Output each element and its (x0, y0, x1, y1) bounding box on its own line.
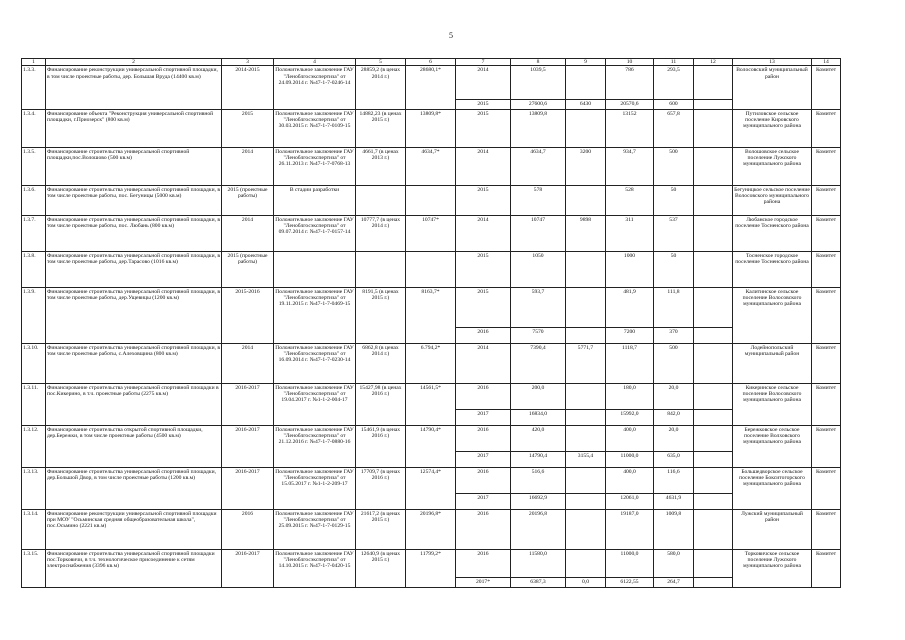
sub-regional: 400,0 (606, 425, 654, 451)
sub-year: 2016 (456, 509, 511, 549)
item-expertise (274, 251, 356, 287)
sub-regional: 481,9 (606, 287, 654, 327)
sub-regional: 1118,7 (606, 343, 654, 383)
item-cost-estimate: 28859,2 (в ценах 2014 г.) (356, 66, 406, 109)
item-recipient: Калитинское сельское поселение Волосовского муниципального района (733, 287, 812, 343)
sub-federal: 3155,4 (566, 451, 606, 467)
item-description: Финансирование строительства универсальной спортивной площадки, в том числе проектные работы, с.Алеховщина (800 кв.м) (46, 343, 222, 383)
sub-other (694, 185, 733, 215)
item-recipient: Лодейнопольский муниципальный район (733, 343, 812, 383)
header-cell: 5 (356, 59, 406, 66)
item-committee: Комитет (812, 147, 841, 185)
item-number: 1.3.4. (22, 109, 46, 147)
sub-municipal: 50 (654, 185, 694, 215)
sub-other (694, 215, 733, 251)
item-number: 1.3.6. (22, 185, 46, 215)
header-cell: 13 (733, 59, 812, 66)
item-cost-current (406, 251, 456, 287)
item-description: Финансирование реконструкции универсальной спортивной площадки, в том числе проектные работы, дер. Большая Вруда (14400 кв.м) (46, 66, 222, 109)
sub-total: 20196,8 (511, 509, 566, 549)
item-period: 2015 (проектные работы) (222, 185, 274, 215)
sub-municipal: 293,5 (654, 66, 694, 100)
sub-total: 13809,8 (511, 109, 566, 147)
sub-regional: 786 (606, 66, 654, 100)
item-description: Финансирование строительства универсальной спортивной площадки пос.Торковичи, в т.ч. технологическое присоединение к сетям электроснабжения (3396 кв.м) (46, 549, 222, 587)
sub-total: 6387,3 (511, 577, 566, 587)
item-committee: Комитет (812, 66, 841, 109)
item-cost-estimate: 15461,9 (в ценах 2016 г.) (356, 425, 406, 467)
item-cost-current: 13809,8* (406, 109, 456, 147)
sub-municipal: 657,8 (654, 109, 694, 147)
item-number: 1.3.14. (22, 509, 46, 549)
item-expertise: Положительное заключение ГАУ "Леноблгосэкспертиза" от 14.10.2015 г. №47-1-7-0420-15 (274, 549, 356, 587)
sub-federal (566, 327, 606, 343)
item-committee: Комитет (812, 185, 841, 215)
item-cost-current: 14561,5* (406, 383, 456, 425)
table-row (22, 215, 841, 251)
sub-year: 2017 (456, 451, 511, 467)
item-description: Финансирование строительства универсальной спортивной площадки, в том числе проектные работы, пос. Любань (800 кв.м) (46, 215, 222, 251)
sub-federal (566, 109, 606, 147)
header-row (22, 59, 841, 66)
item-cost-current: 10747* (406, 215, 456, 251)
sub-federal (566, 409, 606, 425)
sub-year: 2017 (456, 409, 511, 425)
item-committee: Комитет (812, 251, 841, 287)
sub-regional: 400,0 (606, 467, 654, 493)
sub-regional: 311 (606, 215, 654, 251)
sub-total: 1050 (511, 251, 566, 287)
item-description: Финансирование строительства универсальной спортивной площадки в пос.Кикерино, в т.ч. проектные работы (2275 кв.м) (46, 383, 222, 425)
item-recipient: Волошовское сельское поселение Лужского муниципального района (733, 147, 812, 185)
sub-year: 2016 (456, 383, 511, 409)
sub-federal (566, 66, 606, 100)
item-expertise: Положительное заключение ГАУ "Леноблгосэкспертиза" от 24.09.2014 г. №47-1-7-0246-14 (274, 66, 356, 109)
item-recipient: Большедворское сельское поселение Бокситогорского муниципального района (733, 467, 812, 509)
program-table (21, 58, 841, 588)
item-cost-current: 11799,2* (406, 549, 456, 587)
item-recipient: Волосовский муниципальный район (733, 66, 812, 109)
sub-municipal: 580,0 (654, 549, 694, 577)
item-cost-current: 20196,8* (406, 509, 456, 549)
sub-total: 7390,4 (511, 343, 566, 383)
sub-other (694, 383, 733, 409)
table-row (22, 467, 841, 493)
item-cost-estimate: 4661,7 (в ценах 2013 г.) (356, 147, 406, 185)
item-number: 1.3.8. (22, 251, 46, 287)
sub-federal: 0,0 (566, 577, 606, 587)
item-period: 2015 (проектные работы) (222, 251, 274, 287)
sub-year: 2015 (456, 287, 511, 327)
item-recipient: Путиловское сельское поселение Кировского муниципального района (733, 109, 812, 147)
item-period: 2014 (222, 215, 274, 251)
item-period: 2016-2017 (222, 549, 274, 587)
sub-federal (566, 251, 606, 287)
item-committee: Комитет (812, 343, 841, 383)
sub-municipal: 500 (654, 147, 694, 185)
item-number: 1.3.11. (22, 383, 46, 425)
item-description: Финансирование строительства универсальной спортивной площадки, в том числе проектные работы, дер.Ущевицы (1200 кв.м) (46, 287, 222, 343)
sub-regional: 180,0 (606, 383, 654, 409)
sub-other (694, 343, 733, 383)
sub-other (694, 109, 733, 147)
item-description: Финансирование строительства универсальной спортивной площадки, в том числе проектные работы, дер.Тарасово (1016 кв.м) (46, 251, 222, 287)
sub-year: 2016 (456, 327, 511, 343)
item-recipient: Торковичское сельское поселение Лужского муниципального района (733, 549, 812, 587)
sub-total: 200,0 (511, 383, 566, 409)
item-cost-current: 6.794,2* (406, 343, 456, 383)
item-committee: Комитет (812, 467, 841, 509)
header-cell: 2 (46, 59, 222, 66)
item-cost-estimate: 17709,7 (в ценах 2016 г.) (356, 467, 406, 509)
item-expertise: Положительное заключение ГАУ "Леноблгосэкспертиза" от 21.12.2016 г. №47-1-7-0880-16 (274, 425, 356, 467)
sub-municipal: 842,0 (654, 409, 694, 425)
item-description: Финансирование строительства универсальной спортивной площадки,пос.Волошово (500 кв.м) (46, 147, 222, 185)
item-period: 2015-2016 (222, 287, 274, 343)
header-cell: 8 (511, 59, 566, 66)
item-cost-estimate: 6862,8 (в ценах 2014 г.) (356, 343, 406, 383)
item-recipient: Бегуницкое сельское поселение Волосовского муниципального района (733, 185, 812, 215)
sub-regional: 11000,0 (606, 451, 654, 467)
header-cell: 12 (694, 59, 733, 66)
sub-regional: 1000 (606, 251, 654, 287)
item-period: 2015 (222, 109, 274, 147)
item-cost-estimate (356, 185, 406, 215)
table-row (22, 287, 841, 327)
item-expertise: Положительное заключение ГАУ "Леноблгосэкспертиза" от 19.11.2015 г. №47-1-7-0469-15 (274, 287, 356, 343)
item-cost-estimate: 12640,9 (в ценах 2015 г.) (356, 549, 406, 587)
table-row (22, 425, 841, 451)
sub-municipal: 4631,9 (654, 493, 694, 509)
item-number: 1.3.7. (22, 215, 46, 251)
sub-federal: 5771,7 (566, 343, 606, 383)
item-period: 2014 (222, 343, 274, 383)
sub-federal (566, 493, 606, 509)
item-cost-estimate: 15427,98 (в ценах 2016 г.) (356, 383, 406, 425)
item-number: 1.3.9. (22, 287, 46, 343)
sub-municipal: 111,8 (654, 287, 694, 327)
sub-regional: 12061,0 (606, 493, 654, 509)
header-cell: 11 (654, 59, 694, 66)
sub-municipal: 635,0 (654, 451, 694, 467)
header-cell: 7 (456, 59, 511, 66)
sub-municipal: 50 (654, 251, 694, 287)
sub-other (694, 493, 733, 509)
item-expertise: Положительное заключение ГАУ "Леноблгосэкспертиза" от 26.11.2013 г. №47-1-7-0768-13 (274, 147, 356, 185)
sub-federal: 3200 (566, 147, 606, 185)
sub-other (694, 147, 733, 185)
item-description: Финансирование объекта "Реконструкция универсальной спортивной площадки, г.Приозерск" (800 кв.м) (46, 109, 222, 147)
item-cost-estimate: 8191,5 (в ценах 2015 г.) (356, 287, 406, 343)
item-expertise: В стадии разработки (274, 185, 356, 215)
sub-year: 2015 (456, 109, 511, 147)
sub-federal: 9898 (566, 215, 606, 251)
sub-municipal: 20,0 (654, 425, 694, 451)
item-cost-current: 8163,7* (406, 287, 456, 343)
sub-year: 2014 (456, 66, 511, 100)
header-cell: 1 (22, 59, 46, 66)
item-description: Финансирование строительства открытой спортивной площадки, дер.Бережки, в том числе проектные работы (4500 кв.м) (46, 425, 222, 467)
sub-other (694, 409, 733, 425)
item-cost-current: 14790,4* (406, 425, 456, 467)
sub-other (694, 451, 733, 467)
table-row (22, 383, 841, 409)
item-number: 1.3.5. (22, 147, 46, 185)
sub-year: 2016 (456, 467, 511, 493)
sub-year: 2016 (456, 549, 511, 577)
table-row (22, 549, 841, 577)
item-committee: Комитет (812, 287, 841, 343)
item-recipient: Кикеринское сельское поселение Волосовского муниципального района (733, 383, 812, 425)
item-period: 2016-2017 (222, 425, 274, 467)
sub-total: 7570 (511, 327, 566, 343)
sub-federal (566, 287, 606, 327)
item-expertise: Положительное заключение ГАУ "Леноблгосэкспертиза" от 16.09.2014 г. №47-1-7-0230-14 (274, 343, 356, 383)
sub-total: 4634,7 (511, 147, 566, 185)
sub-regional: 528 (606, 185, 654, 215)
item-number: 1.3.3. (22, 66, 46, 109)
sub-other (694, 425, 733, 451)
item-expertise: Положительное заключение ГАУ "Леноблгосэкспертиза" от 25.09.2015 г. №47-1-7-0129-15 (274, 509, 356, 549)
sub-federal (566, 425, 606, 451)
sub-municipal: 1009,8 (654, 509, 694, 549)
sub-total: 16834,0 (511, 409, 566, 425)
sub-year: 2017 (456, 493, 511, 509)
sub-municipal: 20,0 (654, 383, 694, 409)
item-description: Финансирование строительства универсальной спортивной площадки, дер.Большой Двор, в том числе проектные работы (1200 кв.м) (46, 467, 222, 509)
table-row (22, 343, 841, 383)
sub-municipal: 264,7 (654, 577, 694, 587)
sub-other (694, 509, 733, 549)
item-expertise: Положительное заключение ГАУ "Леноблгосэкспертиза" от 15.05.2017 г. №1-1-2-209-17 (274, 467, 356, 509)
item-recipient: Бережковское сельское поселение Волховского муниципального района (733, 425, 812, 467)
item-cost-estimate (356, 251, 406, 287)
sub-total: 578 (511, 185, 566, 215)
sub-year: 2015 (456, 251, 511, 287)
sub-municipal: 537 (654, 215, 694, 251)
header-cell: 10 (606, 59, 654, 66)
sub-year: 2014 (456, 343, 511, 383)
sub-total: 11580,0 (511, 549, 566, 577)
item-expertise: Положительное заключение ГАУ "Леноблгосэкспертиза" от 09.07.2014 г. №47-1-7-0157-14 (274, 215, 356, 251)
sub-federal (566, 185, 606, 215)
header-cell: 9 (566, 59, 606, 66)
sub-total: 10747 (511, 215, 566, 251)
sub-regional: 934,7 (606, 147, 654, 185)
sub-total: 420,0 (511, 425, 566, 451)
item-cost-current (406, 185, 456, 215)
item-recipient: Любанское городское поселение Тосненского района (733, 215, 812, 251)
sub-federal: 6430 (566, 100, 606, 109)
item-cost-estimate: 21617,2 (в ценах 2015 г.) (356, 509, 406, 549)
sub-other (694, 467, 733, 493)
sub-year: 2014 (456, 147, 511, 185)
item-number: 1.3.15. (22, 549, 46, 587)
table-row (22, 509, 841, 549)
sub-total: 516,6 (511, 467, 566, 493)
header-cell: 14 (812, 59, 841, 66)
sub-year: 2015 (456, 185, 511, 215)
item-number: 1.3.10. (22, 343, 46, 383)
item-committee: Комитет (812, 509, 841, 549)
sub-year: 2016 (456, 425, 511, 451)
item-period: 2016-2017 (222, 467, 274, 509)
header-cell: 6 (406, 59, 456, 66)
sub-other (694, 577, 733, 587)
item-cost-estimate: 10777,7 (в ценах 2014 г.) (356, 215, 406, 251)
sub-municipal: 600 (654, 100, 694, 109)
sub-year: 2015 (456, 100, 511, 109)
item-cost-current: 28680,1* (406, 66, 456, 109)
sub-other (694, 327, 733, 343)
item-period: 2014-2015 (222, 66, 274, 109)
item-recipient: Лужский муниципальный район (733, 509, 812, 549)
sub-year: 2017* (456, 577, 511, 587)
item-cost-estimate: 14882,23 (в ценах 2015 г.) (356, 109, 406, 147)
sub-other (694, 66, 733, 100)
sub-regional: 15992,0 (606, 409, 654, 425)
sub-total: 1039,5 (511, 66, 566, 100)
item-number: 1.3.12. (22, 425, 46, 467)
sub-total: 593,7 (511, 287, 566, 327)
sub-federal (566, 509, 606, 549)
item-expertise: Положительное заключение ГАУ "Леноблгосэкспертиза" от 30.03.2015 г. №47-1-7-0109-15 (274, 109, 356, 147)
header-cell: 4 (274, 59, 356, 66)
sub-municipal: 500 (654, 343, 694, 383)
item-committee: Комитет (812, 549, 841, 587)
item-committee: Комитет (812, 383, 841, 425)
item-recipient: Тосненское городское поселение Тосненского района (733, 251, 812, 287)
sub-regional: 19187,0 (606, 509, 654, 549)
item-committee: Комитет (812, 109, 841, 147)
sub-regional: 7200 (606, 327, 654, 343)
sub-other (694, 287, 733, 327)
item-description: Финансирование реконструкции универсальной спортивной площадки при МОУ "Осьминская средняя общеобразовательная школа", пос.Осьмино (2221 кв.м) (46, 509, 222, 549)
sub-regional: 6122,55 (606, 577, 654, 587)
item-expertise: Положительное заключение ГАУ "Леноблгосэкспертиза" от 19.04.2017 г. №1-1-2-004-17 (274, 383, 356, 425)
sub-regional: 11000,0 (606, 549, 654, 577)
sub-other (694, 100, 733, 109)
item-description: Финансирование строительства универсальной спортивной площадки, в том числе проектные работы, пос. Бегуницы (5000 кв.м) (46, 185, 222, 215)
sub-municipal: 370 (654, 327, 694, 343)
sub-total: 16692,9 (511, 493, 566, 509)
item-committee: Комитет (812, 425, 841, 467)
sub-other (694, 251, 733, 287)
item-number: 1.3.13. (22, 467, 46, 509)
sub-total: 27600,6 (511, 100, 566, 109)
sub-total: 14790,4 (511, 451, 566, 467)
sub-federal (566, 549, 606, 577)
sub-federal (566, 467, 606, 493)
item-period: 2014 (222, 147, 274, 185)
table-row (22, 185, 841, 215)
sub-year: 2014 (456, 215, 511, 251)
item-committee: Комитет (812, 215, 841, 251)
sub-federal (566, 383, 606, 409)
sub-regional: 20570,6 (606, 100, 654, 109)
table-row (22, 109, 841, 147)
page-number: 5 (449, 31, 453, 40)
table-row (22, 66, 841, 100)
sub-regional: 13152 (606, 109, 654, 147)
header-cell: 3 (222, 59, 274, 66)
sub-other (694, 549, 733, 577)
item-period: 2016-2017 (222, 383, 274, 425)
table-row (22, 251, 841, 287)
table-row (22, 147, 841, 185)
item-cost-current: 12574,4* (406, 467, 456, 509)
item-period: 2016 (222, 509, 274, 549)
item-cost-current: 4634,7* (406, 147, 456, 185)
sub-municipal: 116,6 (654, 467, 694, 493)
